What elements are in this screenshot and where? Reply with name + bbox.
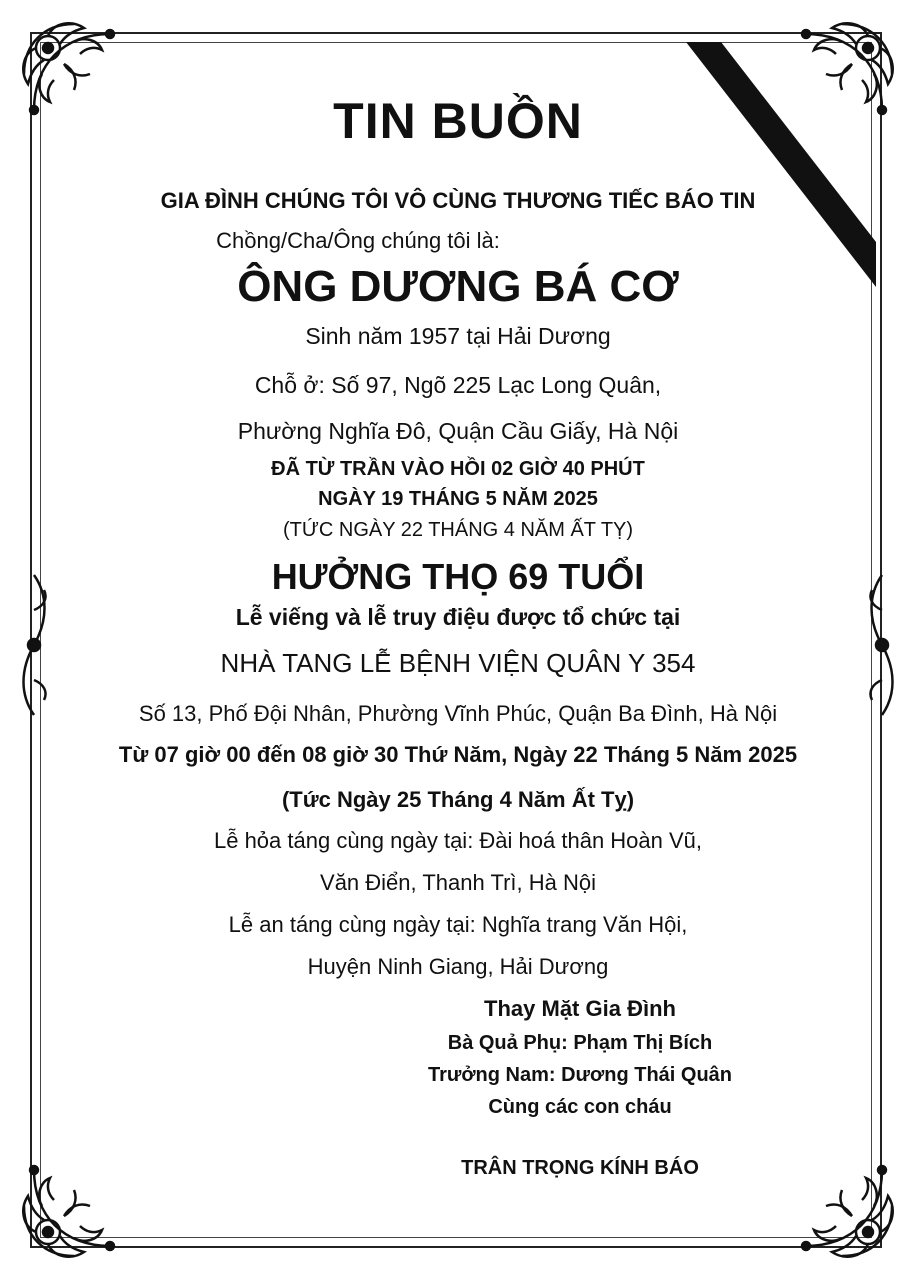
- residence-line-2: Phường Nghĩa Đô, Quận Cầu Giấy, Hà Nội: [237, 418, 679, 444]
- death-date: NGÀY 19 THÁNG 5 NĂM 2025: [318, 488, 598, 510]
- burial-line-2: Huyện Ninh Giang, Hải Dương: [307, 954, 609, 979]
- eldest-son-name: Trưởng Nam: Dương Thái Quân: [427, 1064, 733, 1086]
- burial-line-1: Lễ an táng cùng ngày tại: Nghĩa trang Văn Hội,: [228, 912, 688, 937]
- ceremony-intro: Lễ viếng và lễ truy điệu được tổ chức tại: [235, 604, 681, 630]
- ornament-corner-icon: [786, 1150, 902, 1266]
- death-time: ĐÃ TỪ TRẦN VÀO HỒI 02 GIỜ 40 PHÚT: [271, 458, 645, 480]
- on-behalf-of-family: Thay Mặt Gia Đình: [484, 996, 676, 1021]
- children-grandchildren: Cùng các con cháu: [488, 1096, 672, 1118]
- death-lunar-date: (TỨC NGÀY 22 THÁNG 4 NĂM ẤT TỴ): [282, 519, 634, 541]
- funeral-venue: NHÀ TANG LỄ BỆNH VIỆN QUÂN Y 354: [220, 648, 696, 678]
- ceremony-lunar-date: (Tức Ngày 25 Tháng 4 Năm Ất Tỵ): [281, 787, 635, 812]
- venue-address: Số 13, Phố Đội Nhân, Phường Vĩnh Phúc, Quận Ba Đình, Hà Nội: [138, 701, 778, 726]
- birth-info: Sinh năm 1957 tại Hải Dương: [305, 323, 611, 349]
- widow-name: Bà Quả Phụ: Phạm Thị Bích: [447, 1032, 713, 1054]
- cremation-line-2: Văn Điển, Thanh Trì, Hà Nội: [320, 870, 596, 895]
- notice-title: TIN BUỒN: [333, 93, 583, 149]
- relation-line: Chồng/Cha/Ông chúng tôi là:: [216, 228, 500, 253]
- residence-line-1: Chỗ ở: Số 97, Ngõ 225 Lạc Long Quân,: [254, 372, 662, 398]
- announcement: GIA ĐÌNH CHÚNG TÔI VÔ CÙNG THƯƠNG TIẾC BÁO TIN: [160, 188, 756, 213]
- age-at-death: HƯỞNG THỌ 69 TUỔI: [271, 556, 645, 597]
- ornament-corner-icon: [14, 1150, 130, 1266]
- cremation-line-1: Lễ hỏa táng cùng ngày tại: Đài hoá thân Hoàn Vũ,: [213, 828, 703, 853]
- deceased-name: ÔNG DƯƠNG BÁ CƠ: [237, 262, 679, 311]
- closing-respectfully: TRÂN TRỌNG KÍNH BÁO: [461, 1157, 699, 1179]
- ceremony-time: Từ 07 giờ 00 đến 08 giờ 30 Thứ Năm, Ngày 22 Tháng 5 Năm 2025: [118, 742, 798, 767]
